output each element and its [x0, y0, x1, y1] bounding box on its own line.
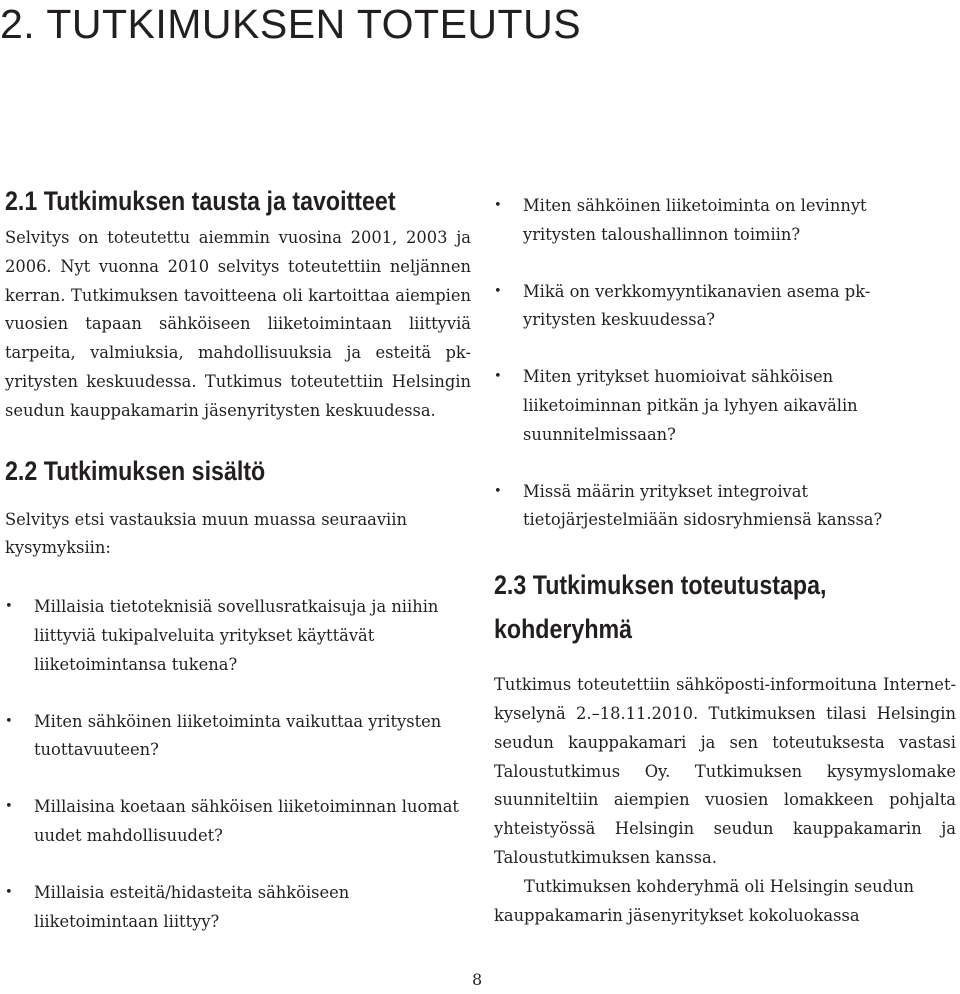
- section-heading-2-3: 2.3 Tutkimuksen toteutustapa, kohderyhmä: [494, 570, 827, 645]
- list-item: [494, 363, 914, 449]
- section-2-3-paragraph-1: Tutkimus toteutettiin sähköposti-informoituna Internet-kyselynä 2.–18.11.2010. Tutkimuksen tilasi Helsingin seudun kauppakamari ja sen toteutuksesta vastasi Taloustutkimus Oy. Tutkimuksen kysymyslomake suunniteltiin aiempien vuosien lomakkeen pohjalta yhteistyössä Helsingin seudun kauppakamarin ja Taloustutkimuksen kanssa.: [494, 675, 956, 867]
- section-heading-2-2: 2.2 Tutkimuksen sisältö: [5, 455, 266, 486]
- page-number: 8: [472, 970, 483, 989]
- question-list-left: [5, 593, 475, 936]
- section-2-1-paragraph: Selvitys on toteutettu aiemmin vuosina 2001, 2003 ja 2006. Nyt vuonna 2010 selvitys toteutettiin neljännen kerran. Tutkimuksen tavoitteena oli kartoittaa aiempien vuosien tapaan sähköiseen liiketoimintaan liittyviä tarpeita, valmiuksia, mahdollisuuksia ja esteitä pk-yritysten keskuudessa. Tutkimus toteutettiin Helsingin seudun kauppakamarin jäsenyritysten keskuudessa.: [5, 228, 471, 420]
- bullet-icon: •: [494, 483, 502, 499]
- list-item: [494, 192, 914, 250]
- list-item: [5, 708, 475, 766]
- list-item: [5, 879, 475, 937]
- list-item-text: Millaisia esteitä/hidasteita sähköiseen liiketoimintaan liittyy?: [34, 882, 350, 931]
- left-column: [5, 184, 471, 964]
- section-2-2-intro: Selvitys etsi vastauksia muun muassa seuraaviin kysymyksiin:: [5, 509, 407, 558]
- bullet-icon: •: [5, 599, 13, 615]
- chapter-title: 2. TUTKIMUKSEN TOTEUTUS: [0, 1, 582, 47]
- right-column: [494, 192, 956, 930]
- bullet-icon: •: [5, 713, 13, 729]
- bullet-icon: •: [494, 369, 502, 385]
- list-item-text: Missä määrin yritykset integroivat tietojärjestelmiään sidosryhmiensä kanssa?: [523, 481, 883, 530]
- list-item: [494, 278, 914, 336]
- list-item: [5, 793, 475, 851]
- list-item-text: Millaisia tietoteknisiä sovellusratkaisuja ja niihin liittyviä tukipalveluita yritykset käyttävät liiketoimintansa tukena?: [34, 597, 439, 674]
- bullet-icon: •: [494, 283, 502, 299]
- bullet-icon: •: [5, 884, 13, 900]
- question-list-right: [494, 192, 914, 535]
- section-heading-2-1: 2.1 Tutkimuksen tausta ja tavoitteet: [5, 186, 396, 216]
- bullet-icon: •: [494, 198, 502, 213]
- list-item-text: Mikä on verkkomyyntikanavien asema pk-yritysten keskuudessa?: [523, 281, 871, 330]
- bullet-icon: •: [5, 799, 13, 815]
- list-item-text: Millaisina koetaan sähköisen liiketoiminnan luomat uudet mahdollisuudet?: [34, 797, 459, 845]
- section-2-3-paragraph-2: Tutkimuksen kohderyhmä oli Helsingin seudun kauppakamarin jäsenyritykset kokoluokassa: [494, 876, 915, 925]
- list-item-text: Miten sähköinen liiketoiminta vaikuttaa yritysten tuottavuuteen?: [34, 711, 442, 760]
- list-item-text: Miten yritykset huomioivat sähköisen liiketoiminnan pitkän ja lyhyen aikavälin suunnitelmissaan?: [523, 367, 858, 444]
- list-item: [494, 478, 914, 536]
- list-item: [5, 593, 475, 679]
- list-item-text: Miten sähköinen liiketoiminta on levinnyt yritysten taloushallinnon toimiin?: [523, 196, 867, 244]
